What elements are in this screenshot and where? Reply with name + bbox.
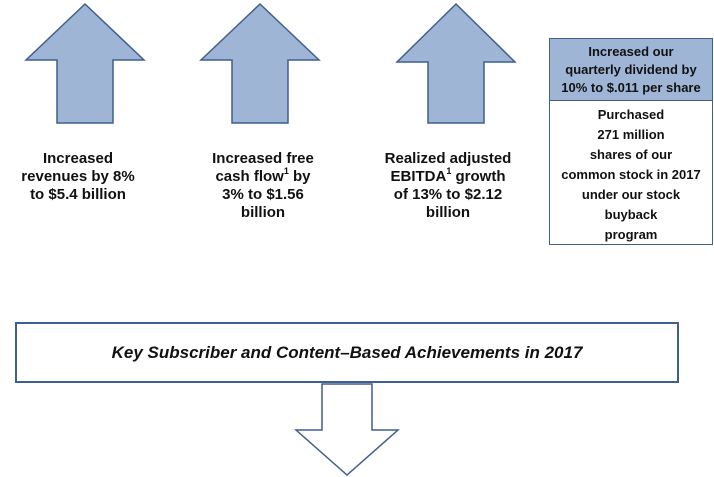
revenue-line: to $5.4 billion (30, 186, 126, 203)
fcf-line: 3% to $1.56 (222, 186, 304, 203)
achievements-banner (15, 322, 679, 383)
ebitda-highlight (371, 150, 525, 222)
shareholder-returns-box (549, 38, 713, 245)
down-arrow-icon (296, 384, 398, 475)
buyback-line: program (604, 227, 658, 242)
footnote-marker: 1 (283, 166, 289, 176)
dividend-line: Increased our (588, 44, 674, 59)
revenue-highlight (6, 150, 150, 204)
dividend-header (550, 39, 712, 101)
fcf-line (191, 168, 335, 186)
footnote-marker: 1 (446, 166, 452, 176)
up-arrow-icon (397, 4, 515, 123)
up-arrow-icon (26, 4, 144, 123)
buyback-line: buyback (604, 207, 658, 222)
fcf-term: cash flow (215, 168, 284, 185)
up-arrow-icon (201, 4, 319, 123)
ebitda-term: EBITDA (390, 168, 447, 185)
ebitda-line: Realized adjusted (384, 150, 512, 167)
ebitda-line: billion (425, 204, 471, 221)
buyback-line: under our stock (581, 187, 681, 202)
free-cash-flow-highlight (191, 150, 335, 222)
buyback-text (550, 101, 712, 245)
buyback-line: common stock in 2017 (561, 167, 701, 182)
banner-title: Key Subscriber and Content–Based Achievements in 2017 (111, 342, 583, 362)
buyback-line: shares of our (589, 147, 673, 162)
ebitda-line: of 13% to $2.12 (393, 186, 503, 203)
dividend-line: 10% to $.011 per share (561, 80, 701, 95)
fcf-suffix: by (288, 168, 311, 185)
fcf-line: Increased free (212, 150, 314, 167)
buyback-line: 271 million (597, 127, 665, 142)
revenue-line: revenues by 8% (21, 168, 135, 185)
ebitda-line (371, 168, 525, 186)
buyback-line: Purchased (597, 107, 665, 122)
fcf-line: billion (240, 204, 286, 221)
ebitda-suffix: growth (451, 168, 506, 185)
dividend-line: quarterly dividend by (565, 62, 697, 77)
revenue-line: Increased (42, 150, 114, 167)
